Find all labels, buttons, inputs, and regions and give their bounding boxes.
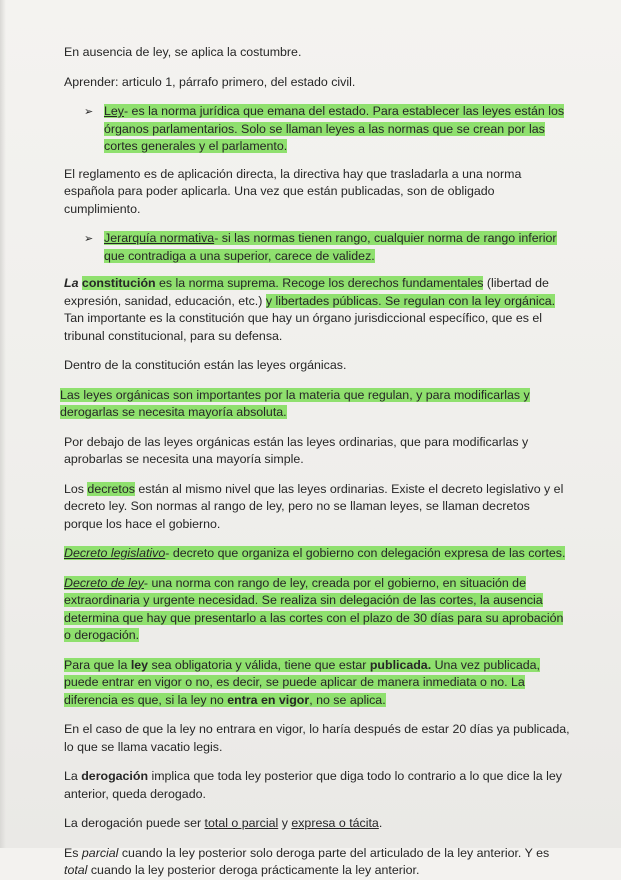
paragraph-parcial-total — [64, 845, 571, 880]
text-tribunal: Tan importante es la constitución que hay un órgano jurisdiccional específico, que es el tribunal constitucional, para su defensa. — [64, 311, 543, 343]
text-y: y — [278, 816, 292, 830]
paragraph-publicada — [64, 657, 571, 710]
text-libertad: (libertad de expresión, sanidad, educación, etc.) — [64, 276, 549, 308]
paragraph-costumbre: En ausencia de ley, se aplica la costumbre. — [64, 45, 302, 59]
paragraph-reglamento: El reglamento es de aplicación directa, la directiva hay que trasladarla a una norma española para poder aplicarla. Una vez que están publicadas, son de obligado cumplimiento. — [64, 166, 522, 216]
term-derogacion: derogación — [81, 769, 149, 783]
term-ley: Ley — [104, 104, 124, 118]
text-puede-ser: La derogación puede ser — [64, 816, 205, 830]
paragraph-vacatio-legis: En el caso de que la ley no entrara en vigor, lo haría después de estar 20 días ya publicada, lo que se llama vacatio legis. — [64, 722, 570, 754]
paragraph-decreto-legislativo — [64, 545, 571, 563]
paragraph-tipos-derogacion — [64, 815, 571, 833]
arrowhead-bullet-icon: ➢ — [84, 105, 94, 118]
decreto-legislativo-highlight — [64, 546, 565, 560]
text-parcial-rest: cuando la ley posterior solo deroga parte del articulado de la ley anterior. Y es — [118, 845, 550, 860]
bullet-ley-text — [104, 104, 564, 153]
definition-ley: - es la norma jurídica que emana del estado. Para establecer las leyes están los órganos parlamentarios. Solo se llaman leyes a las normas que se crean por las cortes generales y el parlamento. — [104, 104, 565, 153]
text-una-vez: Una vez publicada, puede entrar en vigor o no, es decir, se puede aplicar de manera inmediata o no. La diferencia es que, si la ley no — [64, 657, 540, 707]
term-publicada: publicada. — [369, 657, 432, 672]
text-es: Es — [64, 845, 82, 860]
term-decreto-de-ley: Decreto de ley — [64, 575, 144, 590]
paragraph-derogacion — [64, 768, 571, 803]
term-parcial: parcial — [81, 845, 119, 860]
bullet-ley — [64, 103, 571, 156]
term-total-parcial: total o parcial — [204, 816, 279, 830]
text-la-derogacion: La — [64, 769, 82, 783]
paper-edge — [0, 0, 6, 848]
text-norma-suprema: es la norma suprema. Recoge los derechos fundamentales — [155, 276, 484, 290]
term-constitucion: constitución — [81, 276, 156, 290]
text-total-rest: cuando la ley posterior deroga prácticamente la ley anterior. — [87, 863, 420, 877]
text-para-que: Para que la — [64, 657, 131, 672]
term-decretos: decretos — [87, 481, 135, 496]
bullet-jerarquia — [64, 230, 571, 265]
leyes-organicas-highlight: Las leyes orgánicas son importantes por la materia que regulan, y para modificarlas y derogarlas se necesita mayoría absoluta. — [60, 387, 530, 419]
paragraph-leyes-ordinarias: Por debajo de las leyes orgánicas están las leyes ordinarias, que para modificarlas y aprobarlas se necesita una mayoría simple. — [64, 434, 529, 466]
text-sea-obligatoria: sea obligatoria y válida, tiene que estar — [148, 657, 370, 672]
term-jerarquia: Jerarquía normativa — [104, 231, 215, 245]
definition-decreto-legislativo: - decreto que organiza el gobierno con delegación expresa de las cortes. — [165, 546, 566, 560]
text-libertades-publicas: y libertades públicas. Se regulan con la ley orgánica. — [265, 293, 556, 308]
term-expresa-tacita: expresa o tácita — [291, 816, 379, 830]
term-ley-bold: ley — [130, 657, 149, 672]
constitucion-highlight — [82, 276, 484, 290]
bullet-jerarquia-text — [104, 231, 557, 263]
paragraph-decreto-de-ley — [64, 575, 571, 645]
publicada-highlight — [64, 658, 540, 707]
term-entra-en-vigor: entra en vigor — [227, 692, 310, 707]
text-los: Los — [64, 481, 88, 496]
decreto-de-ley-highlight — [64, 576, 563, 643]
paragraph-aprender: Aprender: articulo 1, párrafo primero, del estado civil. — [64, 74, 356, 89]
text-period: . — [378, 816, 383, 830]
text-no-se-aplica: , no se aplica. — [309, 692, 386, 707]
paragraph-dentro: Dentro de la constitución están las leyes orgánicas. — [64, 358, 347, 372]
text-derogacion-rest: implica que toda ley posterior que diga todo lo contrario a lo que dice la ley anterior, queda derogado. — [64, 769, 562, 801]
arrowhead-bullet-icon: ➢ — [84, 232, 94, 245]
definition-decreto-de-ley: - una norma con rango de ley, creada por el gobierno, en situación de extraordinaria y urgente necesidad. Se realiza sin delegación de las cortes, la ausencia determina que hay que presentarlo a las cortes con el plazo de 30 días para su aprobación o derogación. — [64, 575, 564, 642]
term-total: total — [64, 863, 88, 877]
paragraph-decretos — [64, 481, 571, 534]
definition-jerarquia: - si las normas tienen rango, cualquier norma de rango inferior que contradiga a una superior, carece de validez. — [104, 231, 557, 263]
term-decreto-legislativo: Decreto legislativo — [64, 546, 166, 560]
paragraph-leyes-organicas — [60, 387, 571, 422]
paragraph-constitucion — [64, 275, 571, 345]
text-decretos-rest: están al mismo nivel que las leyes ordinarias. Existe el decreto legislativo y el decreto ley. Son normas al rango de ley, pero no se llaman leyes, se llaman decretos porque los hace el gobierno. — [64, 481, 564, 531]
text-la: La — [64, 276, 79, 290]
